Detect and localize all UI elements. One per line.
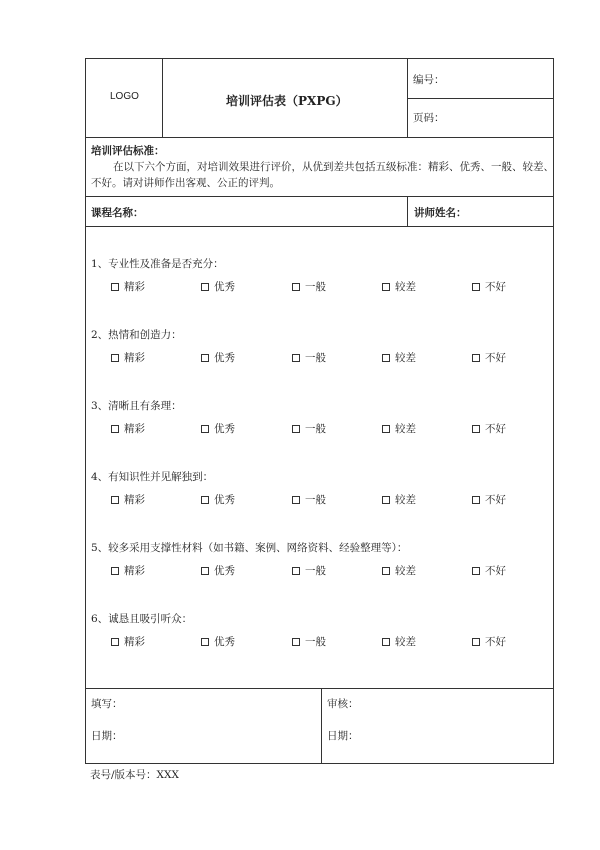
checkbox[interactable] — [472, 567, 480, 575]
rating-option-5-4[interactable] — [382, 563, 416, 578]
rating-option-6-5[interactable] — [472, 634, 506, 649]
checkbox[interactable] — [201, 354, 209, 362]
checkbox[interactable] — [201, 425, 209, 433]
question-title-3: 3、清晰且有条理： — [91, 400, 182, 412]
rating-row-4 — [111, 492, 551, 506]
rating-option-label: 一般 — [305, 565, 326, 577]
question-title-6: 6、诚恳且吸引听众： — [91, 613, 193, 625]
rating-option-1-2[interactable] — [201, 279, 235, 294]
rating-option-label: 优秀 — [214, 565, 235, 577]
checkbox[interactable] — [382, 283, 390, 291]
number-divider — [407, 59, 408, 137]
rating-option-label: 较差 — [395, 565, 416, 577]
rating-option-label: 一般 — [305, 423, 326, 435]
rating-option-label: 精彩 — [124, 636, 145, 648]
rating-option-3-4[interactable] — [382, 421, 416, 436]
criteria-divider — [86, 196, 553, 197]
checkbox[interactable] — [201, 567, 209, 575]
rating-row-1 — [111, 279, 551, 293]
checkbox[interactable] — [111, 283, 119, 291]
form-version: 表号/版本号：XXX — [90, 769, 179, 781]
checkbox[interactable] — [382, 567, 390, 575]
rating-option-4-1[interactable] — [111, 492, 145, 507]
rating-option-5-1[interactable] — [111, 563, 145, 578]
rating-option-1-1[interactable] — [111, 279, 145, 294]
rating-option-label: 不好 — [485, 636, 506, 648]
checkbox[interactable] — [382, 425, 390, 433]
rating-option-label: 一般 — [305, 636, 326, 648]
fill-label: 填写： — [91, 698, 123, 710]
date-left-label: 日期： — [91, 730, 123, 742]
rating-option-label: 一般 — [305, 281, 326, 293]
checkbox[interactable] — [111, 425, 119, 433]
rating-option-label: 一般 — [305, 494, 326, 506]
number-page-divider — [407, 98, 553, 99]
checkbox[interactable] — [292, 283, 300, 291]
checkbox[interactable] — [472, 425, 480, 433]
signoff-divider — [86, 688, 553, 689]
rating-row-3 — [111, 421, 551, 435]
checkbox[interactable] — [201, 283, 209, 291]
instructor-divider — [407, 196, 408, 226]
rating-option-3-2[interactable] — [201, 421, 235, 436]
checkbox[interactable] — [472, 638, 480, 646]
number-label: 编号： — [413, 74, 445, 86]
rating-option-6-4[interactable] — [382, 634, 416, 649]
checkbox[interactable] — [111, 354, 119, 362]
page-label: 页码： — [413, 112, 445, 124]
rating-option-2-3[interactable] — [292, 350, 326, 365]
rating-option-1-4[interactable] — [382, 279, 416, 294]
rating-option-5-3[interactable] — [292, 563, 326, 578]
rating-option-label: 一般 — [305, 352, 326, 364]
checkbox[interactable] — [382, 354, 390, 362]
rating-option-label: 较差 — [395, 281, 416, 293]
rating-option-label: 精彩 — [124, 281, 145, 293]
checkbox[interactable] — [292, 354, 300, 362]
rating-option-label: 优秀 — [214, 352, 235, 364]
rating-option-3-1[interactable] — [111, 421, 145, 436]
checkbox[interactable] — [292, 638, 300, 646]
question-title-2: 2、热情和创造力： — [91, 329, 182, 341]
rating-option-label: 优秀 — [214, 494, 235, 506]
header-divider — [86, 137, 553, 138]
checkbox[interactable] — [292, 425, 300, 433]
rating-option-3-5[interactable] — [472, 421, 506, 436]
criteria-text-line-2: 不好。请对讲师作出客观、公正的评判。 — [91, 177, 280, 189]
review-label: 审核： — [327, 698, 359, 710]
logo-divider — [162, 59, 163, 137]
criteria-text-line-1: 在以下六个方面，对培训效果进行评价，从优到差共包括五级标准：精彩、优秀、一般、较差、 — [113, 161, 554, 173]
rating-option-4-5[interactable] — [472, 492, 506, 507]
signoff-column-divider — [321, 688, 322, 764]
rating-option-label: 精彩 — [124, 494, 145, 506]
checkbox[interactable] — [201, 638, 209, 646]
checkbox[interactable] — [382, 496, 390, 504]
rating-option-6-1[interactable] — [111, 634, 145, 649]
rating-option-4-4[interactable] — [382, 492, 416, 507]
rating-option-label: 不好 — [485, 423, 506, 435]
checkbox[interactable] — [201, 496, 209, 504]
checkbox[interactable] — [472, 283, 480, 291]
rating-option-1-5[interactable] — [472, 279, 506, 294]
course-divider — [86, 226, 553, 227]
rating-option-label: 不好 — [485, 281, 506, 293]
rating-option-3-3[interactable] — [292, 421, 326, 436]
rating-option-4-3[interactable] — [292, 492, 326, 507]
course-name-label: 课程名称： — [91, 207, 144, 219]
evaluation-form — [85, 58, 554, 764]
rating-option-label: 不好 — [485, 352, 506, 364]
rating-option-6-2[interactable] — [201, 634, 235, 649]
form-title: 培训评估表（PXPG） — [226, 94, 348, 108]
rating-row-6 — [111, 634, 551, 648]
checkbox[interactable] — [292, 496, 300, 504]
rating-option-5-5[interactable] — [472, 563, 506, 578]
rating-option-2-1[interactable] — [111, 350, 145, 365]
rating-option-label: 精彩 — [124, 565, 145, 577]
rating-option-label: 精彩 — [124, 423, 145, 435]
rating-row-2 — [111, 350, 551, 364]
rating-option-label: 优秀 — [214, 636, 235, 648]
rating-option-label: 不好 — [485, 494, 506, 506]
rating-option-4-2[interactable] — [201, 492, 235, 507]
rating-option-label: 精彩 — [124, 352, 145, 364]
question-title-4: 4、有知识性并见解独到： — [91, 471, 214, 483]
rating-option-1-3[interactable] — [292, 279, 326, 294]
rating-option-label: 较差 — [395, 352, 416, 364]
rating-option-label: 优秀 — [214, 423, 235, 435]
logo: LOGO — [110, 91, 139, 102]
rating-option-label: 较差 — [395, 423, 416, 435]
question-title-5: 5、较多采用支撑性材料（如书籍、案例、网络资料、经验整理等）： — [91, 542, 408, 554]
rating-option-label: 较差 — [395, 636, 416, 648]
rating-option-2-5[interactable] — [472, 350, 506, 365]
rating-option-2-4[interactable] — [382, 350, 416, 365]
checkbox[interactable] — [111, 638, 119, 646]
checkbox[interactable] — [472, 354, 480, 362]
rating-option-5-2[interactable] — [201, 563, 235, 578]
rating-option-label: 不好 — [485, 565, 506, 577]
checkbox[interactable] — [292, 567, 300, 575]
rating-option-2-2[interactable] — [201, 350, 235, 365]
criteria-heading: 培训评估标准： — [91, 145, 165, 157]
rating-row-5 — [111, 563, 551, 577]
question-title-1: 1、专业性及准备是否充分： — [91, 258, 224, 270]
checkbox[interactable] — [111, 567, 119, 575]
instructor-name-label: 讲师姓名： — [414, 207, 467, 219]
checkbox[interactable] — [111, 496, 119, 504]
rating-option-label: 优秀 — [214, 281, 235, 293]
rating-option-6-3[interactable] — [292, 634, 326, 649]
checkbox[interactable] — [472, 496, 480, 504]
date-right-label: 日期： — [327, 730, 359, 742]
rating-option-label: 较差 — [395, 494, 416, 506]
checkbox[interactable] — [382, 638, 390, 646]
